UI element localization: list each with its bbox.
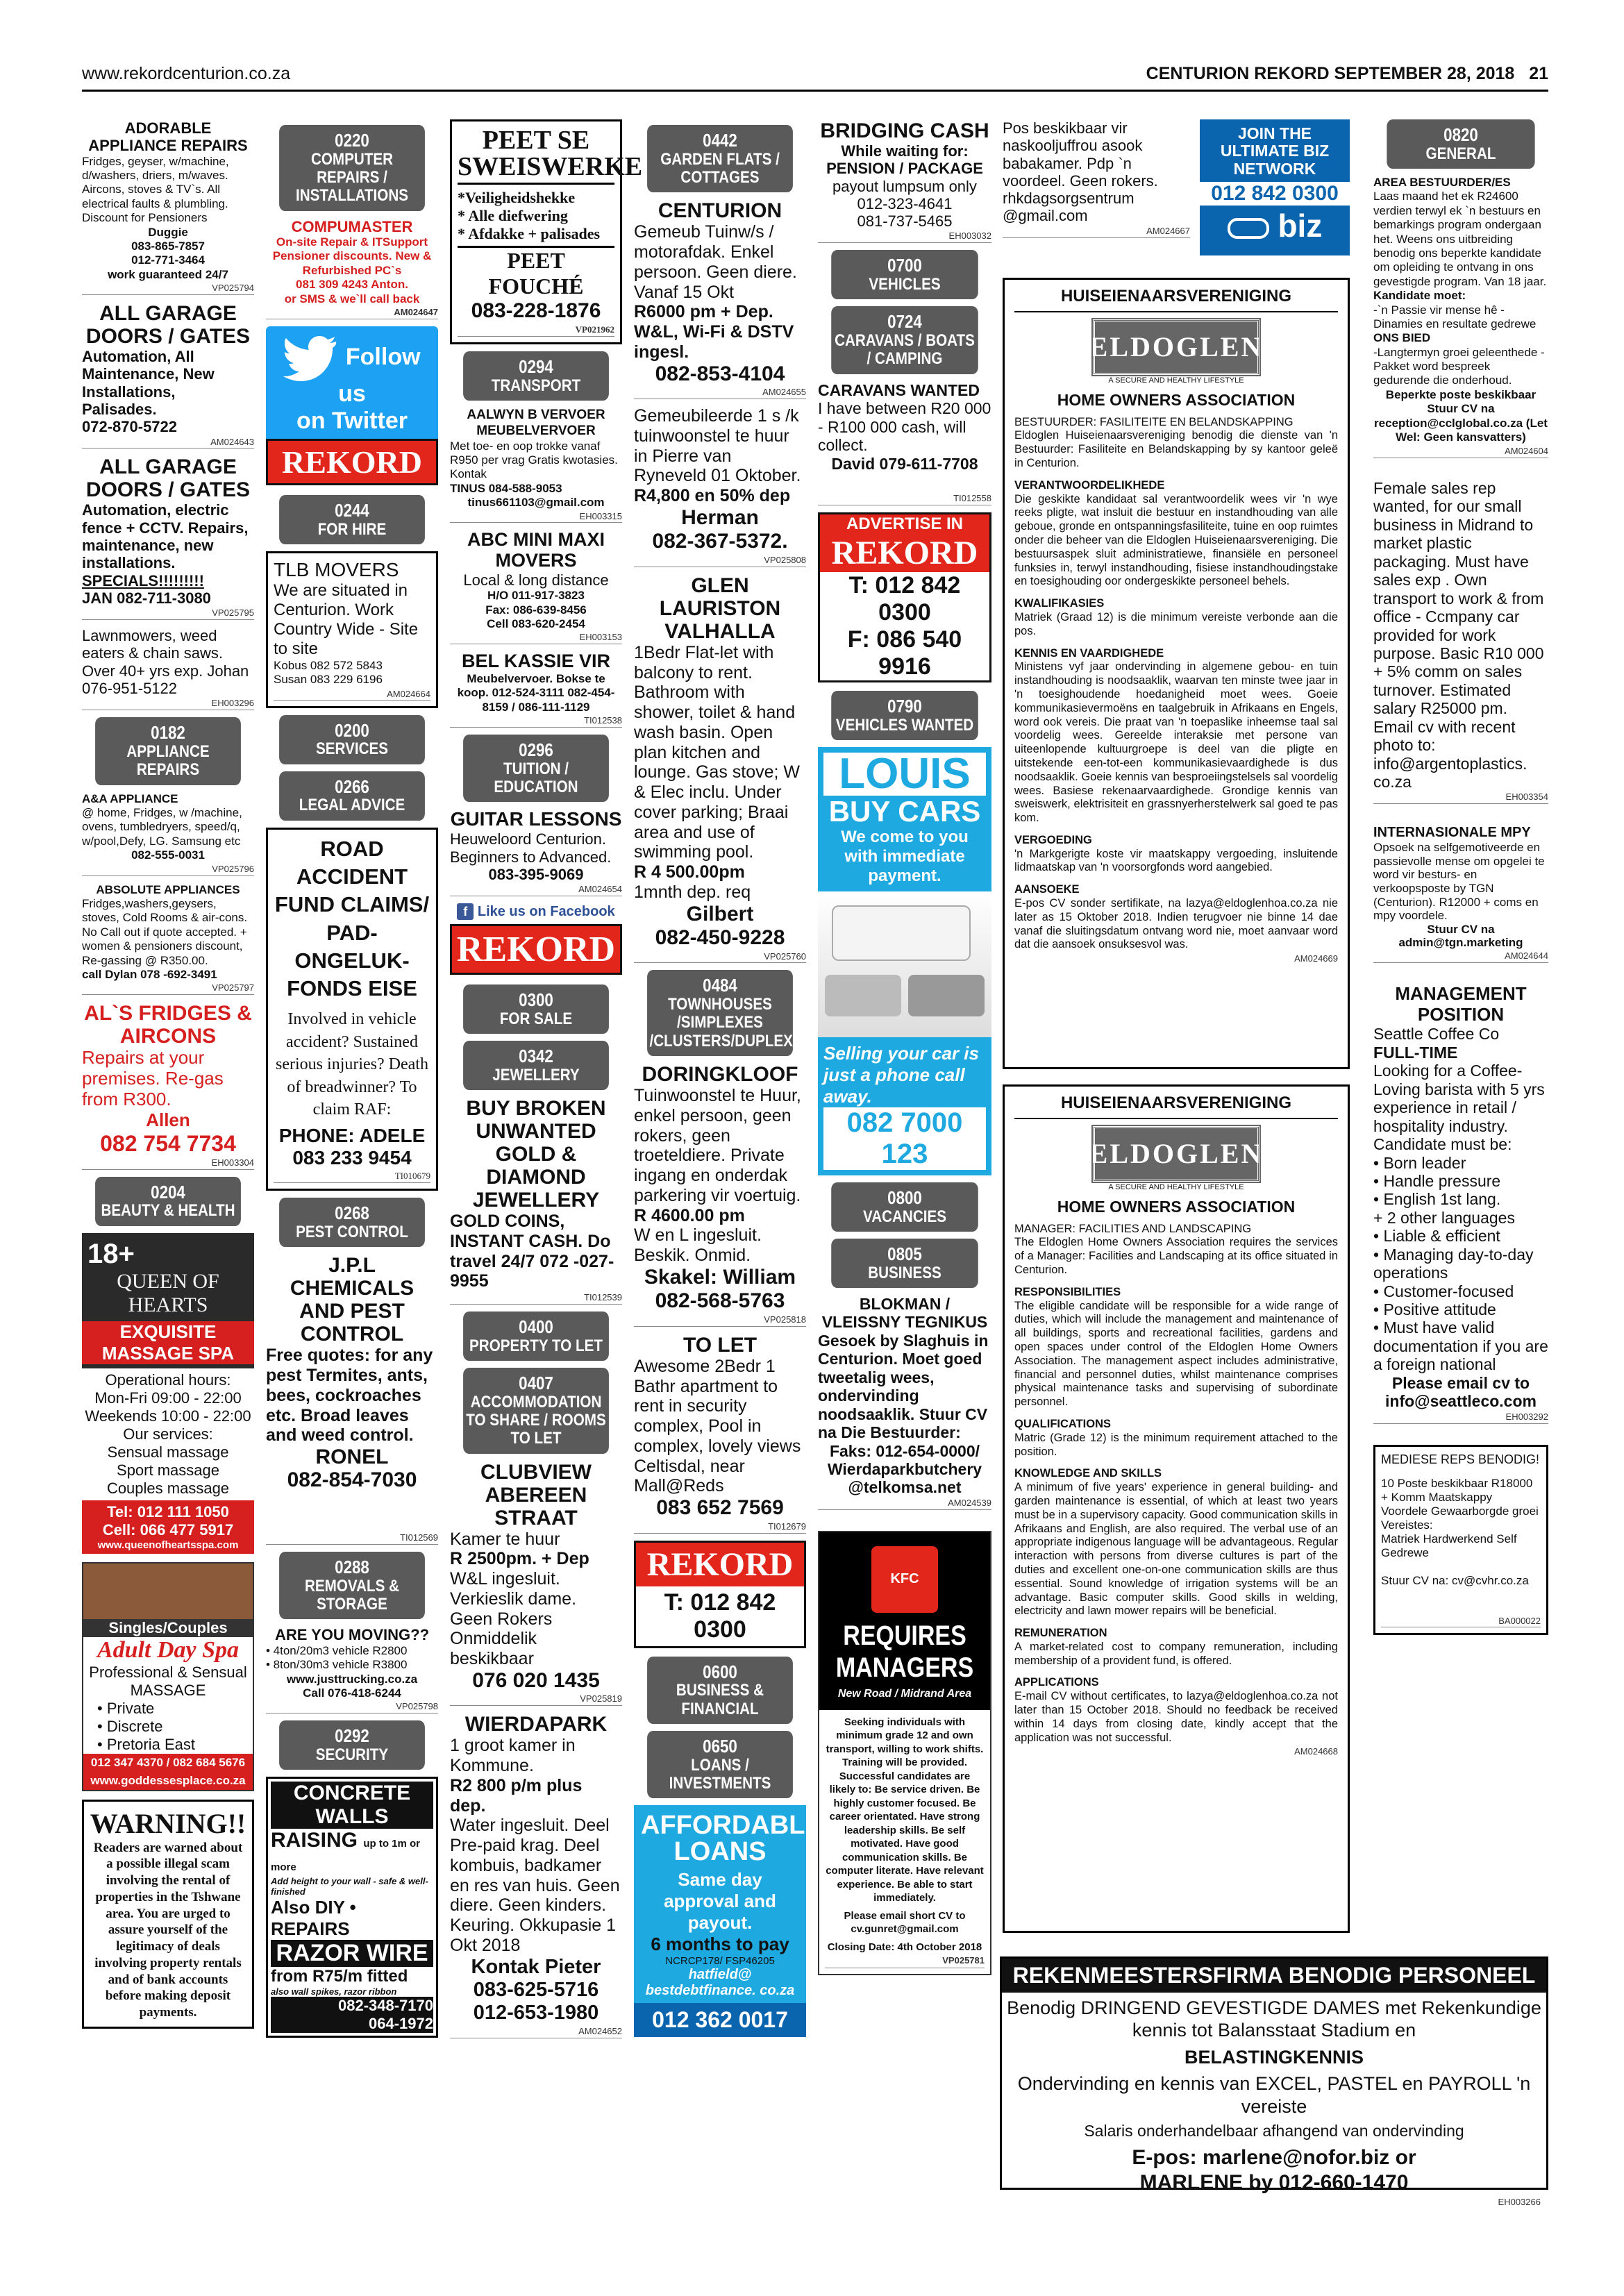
rekord-phone-promo: REKORD T: 012 842 0300: [634, 1541, 806, 1648]
category-heading: 0266 LEGAL ADVICE: [279, 771, 425, 821]
raf-claims-ad: ROAD ACCIDENT FUND CLAIMS/ PAD-ONGELUK-FONDS EISE Involved in vehicle accident? Sustained serious injuries? Death of breadwinner? To claim RAF: PHONE: ADELE 083 233 9454 TI010679: [266, 828, 438, 1191]
category-heading: 0820 GENERAL: [1387, 119, 1534, 169]
column-5: [818, 119, 991, 2223]
category-heading: 0400 PROPERTY TO LET: [463, 1312, 609, 1361]
twitter-bird-icon: [283, 336, 339, 380]
classified-ad: ABSOLUTE APPLIANCES Fridges,washers,geysers, stoves, Cold Rooms & air-cons. No Call out if quote accepted. + women & pensioners discount, Re-gassing @ R350.00. call Dylan 078 -692-3491 VP025797: [82, 883, 254, 996]
classified-ad: TLB MOVERS We are situated in Centurion. Work Country Wide - Site to site Kobus 082 572 5843 Susan 083 229 6196 AM024664: [266, 551, 438, 708]
category-heading: 0200 SERVICES: [279, 715, 425, 764]
classified-ad: COMPUMASTER On-site Repair & ITSupport Pensioner discounts. New & Refurbished PC`s 081 309 4243 Anton. or SMS & we`ll call back AM024647: [266, 218, 438, 319]
classified-ad: BLOKMAN / VLEISSNY TEGNIKUS Gesoek by Slaghuis in Centurion. Moet goed tweetalig wees, ondervinding noodsaaklik. Stuur CV na Die Bestuurder: Faks: 012-654-0000/ Wierdaparkbutchery @telkomsa.net AM024539: [818, 1295, 991, 1510]
category-heading: 0220 COMPUTER REPAIRS / INSTALLATIONS: [279, 125, 425, 211]
rekenmeestersfirma-ad: REKENMEESTERSFIRMA BENODIG PERSONEEL Benodig DRINGEND GEVESTIGDE DAMES met Rekenkundige kennis tot Balansstaat Stadium en BELASTINGKENNIS Ondervinding en kennis van EXCEL, PASTEL en PAYROLL 'n vereiste Salaris onderhandelbaar afhangend van ondervinding E-pos: marlene@nofor.biz or MARLENE by 012-660-1470 EH003266: [1000, 1956, 1548, 2190]
column-3: [450, 119, 643, 2223]
queen-of-hearts-ad: 18+ QUEEN OF HEARTS EXQUISITE MASSAGE SPA Operational hours: Mon-Fri 09:00 - 22:00 Weekends 10:00 - 22:00 Our services: Sensual massage Sport massage Couples massage Tel: 012 111 1050 Cell: 066 477 5917 www.queenofheartsspa.com: [82, 1233, 254, 1554]
category-heading: 0800 VACANCIES: [831, 1182, 978, 1232]
classified-ad: Pos beskikbaar vir naskooljuffrou asook babakamer. Pdp `n voordeel. Geen rokers. rhkdagsorgsentrum @gmail.com AM024667: [1003, 119, 1190, 238]
facebook-promo[interactable]: f Like us on Facebook REKORD: [450, 903, 622, 975]
column-1: [82, 119, 254, 2223]
facebook-icon: f: [457, 903, 474, 920]
classified-ad: AL`S FRIDGES & AIRCONS Repairs at your premises. Re-gas from R300. Allen 082 754 7734 EH003304: [82, 1002, 254, 1169]
page-header: [82, 64, 1548, 92]
category-heading: 0700 VEHICLES: [831, 250, 978, 299]
classified-ad: ARE YOU MOVING?? • 4ton/20m3 vehicle R2800 • 8ton/30m3 vehicle R3800 www.justtrucking.co.za Call 076-418-6244 VP025798: [266, 1626, 438, 1713]
classified-ad: ADORABLE APPLIANCE REPAIRS Fridges, geyser, w/machine, d/washers, driers, m/waves. Aircons, stoves & TV`s. All electrical faults & plumbling. Discount for Pensioners Duggie 083-865-7857 012-771-3464 work guaranteed 24/7 VP025794: [82, 119, 254, 295]
eldoglen-ad-english: HUISEIENAARSVERENIGING ELDOGLEN A SECURE AND HEALTHY LIFESTYLE HOME OWNERS ASSOCIATION MANAGER: FACILITIES AND LANDSCAPING The Eldoglen Home Owners Association requires the services of a Manager: Facilities and Landscaping at its office situated in Centurion. RESPONSIBILITIES The eligible candidate will be responsible for a wide range of duties, which will include the management and maintenance of all buildings, sports and recreational facilities, gardens and open spaces under control of the Eldoglen Home Owners Association. The management aspect includes administrative, financial and personnel duties, whilst maintenance comprises physical maintenance tasks and supervising of subordinate personnel. QUALIFICATIONS Matric (Grade 12) is the minimum requirement attached to the position. KNOWLEDGE AND SKILLS A minimum of five years' experience in general building- and garden maintenance is essential, of which at least two years must be in a supervisory capacity. Good communication skills in Afrikaans and English, are also required. The verbal use of an appropriate indigenous language will be advantageous. Regular interaction with persons from diverse cultures is part of the duties and excellent one-on-one communication skills are thus essential. Sound knowledge of irrigation systems will be an advantage. Basic computer skills. Good skills in welding, electricity and lawn mower repairs will be beneficial. REMUNERATION A market-related cost to company remuneration, including membership of a provident fund, is offered. APPLICATIONS E-mail CV without certificates, to lazya@eldoglenhoa.co.za not later than 15 October 2018. Should no feedback be received within 14 days from closing date, kindly accept that the application was not successful. AM024668: [1003, 1084, 1350, 1933]
classified-ad: WIERDAPARK 1 groot kamer in Kommune. R2 800 p/m plus dep. Water ingesluit. Deel Pre-paid krag. Deel kombuis, badkamer en res van huis. Geen diere. Geen kinders. Keuring. Okkupasie 1 Okt 2018 Kontak Pieter 083-625-5716 012-653-1980 AM024652: [450, 1713, 622, 2038]
handshake-icon: [1228, 218, 1269, 239]
classified-ad: Female sales rep wanted, for our small business in Midrand to market plastic packaging. Must have sales exp . Own transport to work & from office - Ccmpany car provided for work purpose. Basic R10 000 + 5% comm on sales turnover. Estimated salary R25000 pm. Email cv with recent photo to: info@argentoplastics. co.za EH003354: [1373, 479, 1548, 804]
category-heading: 0790 VEHICLES WANTED: [831, 691, 978, 740]
publication-date: CENTURION REKORD SEPTEMBER 28, 2018 21: [1146, 64, 1548, 83]
classified-ad: TO LET Awesome 2Bedr 1 Bathr apartment to rent in security complex, Pool in complex, lovely views Celtisdal, near Mall@Reds 083 652 7569 TI012679: [634, 1334, 806, 1534]
kfc-requires-managers-ad: KFC REQUIRES MANAGERS New Road / Midrand Area Seeking individuals with minimum grade 12 and own transport, willing to work shifts. Training will be provided. Successful candidates are likely to: Be service driven. Be highly customer focused. Be career orientated. Have strong leadership skills. Be self motivated. Have good communication skills. Be computer literate. Have relevant experience. Be able to start immediately. Please email short CV to cv.gunret@gmail.com Closing Date: 4th October 2018 VP025781: [818, 1531, 991, 1975]
category-heading: 0288 REMOVALS & STORAGE: [279, 1552, 425, 1619]
eldoglen-logo: ELDOGLEN: [1093, 319, 1259, 375]
classified-ad: A&A APPLIANCE @ home, Fridges, w /machine, ovens, tumbledryers, speed/q, w/pool,Defy, LG. Samsung etc 082-555-0031 VP025796: [82, 792, 254, 876]
category-heading: 0296 TUITION / EDUCATION: [463, 735, 609, 802]
classified-ad: CLUBVIEW ABEREEN STRAAT Kamer te huur R 2500pm. + Dep W&L ingesluit. Verkieslik dame. Geen Rokers Onmiddelik beskikbaar 076 020 1435 VP025819: [450, 1461, 622, 1707]
category-heading: 0407 ACCOMMODATION TO SHARE / ROOMS TO LET: [463, 1368, 609, 1454]
classified-ad: Gemeubileerde 1 s /k tuinwoonstel te huur in Pierre van Ryneveld 01 Oktober. R4,800 en 50% dep Herman 082-367-5372. VP025808: [634, 406, 806, 567]
classified-ad: ALL GARAGE DOORS / GATES Automation, All Maintenance, New Installations, Palisades. 072-870-5722 AM024643: [82, 302, 254, 449]
column-7: [1373, 119, 1548, 2223]
classified-ad: DORINGKLOOF Tuinwoonstel te Huur, enkel persoon, geen rokers, geen troeteldiere. Private ingang en onderdak parkering vir voertuig. R 4600.00 pm W en L ingesluit. Beskik. Onmid. Skakel: William 082-568-5763 VP025818: [634, 1063, 806, 1327]
classified-ad: AALWYN B VERVOER MEUBELVERVOER Met toe- en oop trokke vanaf R950 per vrag Gratis kwotasies. Kontak TINUS 084-588-9053 tinus661103@gmail.com EH003315: [450, 408, 622, 523]
classified-ad: INTERNASIONALE MPY Opsoek na selfgemotiveerde en passievolle mense om opgelei te word vir besturs- en verkoopsposte by TGN (Centurion). R12000 + coms en mpy voordele. Stuur CV na admin@tgn.marketing AM024644: [1373, 825, 1548, 962]
category-heading: 0294 TRANSPORT: [463, 351, 609, 401]
classified-ad: BUY BROKEN UNWANTED GOLD & DIAMOND JEWELLERY GOLD COINS, INSTANT CASH. Do travel 24/7 072 -027- 9955 TI012539: [450, 1097, 622, 1305]
kfc-logo: KFC: [871, 1546, 938, 1613]
column-2: [266, 119, 438, 2223]
classified-ad: AREA BESTUURDER/ES Laas maand het ek R24600 verdien terwyl ek `n bestuurs en bemarkings program ondergaan het. Weens ons uitbreiding benodig ons beperkte kandidate om opleiding te ontvang in ons gevestigde program. Van 18 jaar. Kandidate moet: -`n Passie vir mense hê -Dinamies en resultate gedrewe ONS BIED -Langtermyn groei geleenthede -Pakket word bespreek gedurende die onderhoud. Beperkte poste beskikbaar Stuur CV na reception@cclglobal.co.za (Let Wel: Geen kansvatters) AM024604: [1373, 176, 1548, 458]
category-heading: 0182 APPLIANCE REPAIRS: [95, 717, 241, 785]
category-heading: 0484 TOWNHOUSES /SIMPLEXES /CLUSTERS/DUPLEXES: [647, 970, 793, 1056]
classified-ad: J.P.L CHEMICALS AND PEST CONTROL Free quotes: for any pest Termites, ants, bees, cockroaches etc. Broad leaves and weed control. RONEL 082-854-7030 TI012569: [266, 1254, 438, 1545]
advertise-promo: ADVERTISE IN REKORD T: 012 842 0300 F: 086 540 9916: [818, 512, 991, 682]
eldoglen-ad-afrikaans: HUISEIENAARSVERENIGING ELDOGLEN A SECURE AND HEALTHY LIFESTYLE HOME OWNERS ASSOCIATION BESTUURDER: FASILITEITE EN BELANDSKAPPING Eldoglen Huiseienaarsvereniging benodig die dienste van 'n Bestuurder: Fasiliteite en Belandskapping by sy kantoor geleë in Centurion. VERANTWOORDELIKHEDE Die geskikte kandidaat sal verantwoordelik wees vir 'n wye reeks pligte, wat insluit die bestuur en instandhouding van alle geboue, gronde en ontspanningsfasiliteite, tuine en oop ruimtes onder die beheer van die Eldoglen Huiseienaarsvereniging. Die bestuursaspek sluit administratiewe, finansiële en personeel funksies in, terwyl instandhouding, fisiese instandhoudingstake en toesighouding oor ondergeskikte personeel behels. KWALIFIKASIES Matriek (Graad 12) is die minimum vereiste verbonde aan die pos. KENNIS EN VAARDIGHEDE Ministens vyf jaar ondervinding in algemene gebou- en tuin instandhouding is noodsaaklik, waarvan ten minste twee jaar in 'n toesighoudende hoedanigheid moet wees. Goeie kommunikasievermoëns en taalgebruik in Afrikaans en Engels, word ook vereis. Die praat van 'n toepaslike inheemse taal sal voordelig wees. Gereelde interaksie met persone van uiteenlopende kultuurgroepe is deel van die pligte en uitstekende een-tot-een kommunikasievaardighede is dus noodsaaklik. Goeie kennis van besproeiingstelsels sal voordelig wees. Basiese rekenaarvaardighede. Grondige kennis van sweiswerk, elektrisiteit en grassnyerherstelwerk sal goed te pas kom. VERGOEDING 'n Markgerigte koste vir maatskappy vergoeding, insluitende lidmaatskap van 'n voorsorgfonds word aangebied. AANSOEKE E-pos CV sonder sertifikate, na lazya@eldoglenhoa.co.za nie later as 15 Oktober 2018. Indien terugvoer nie binne 14 dae vanaf die sluitingsdatum ontvang word nie, moet aanvaar word dat die aansoek onsuksesvol was. AM024669: [1003, 278, 1350, 1069]
classified-ad: MANAGEMENT POSITION Seattle Coffee Co FULL-TIME Looking for a Coffee- Loving barista with 5 yrs experience in retail / hospitality industry. Candidate must be: • Born leader • Handle pressure • English 1st lang. + 2 other languages • Liable & efficient • Managing day-to-day operations • Customer-focused • Positive attitude • Must have valid documentation if you are a foreign national Please email cv to info@seattleco.com EH003292: [1373, 984, 1548, 1424]
category-heading: 0724 CARAVANS / BOATS / CAMPING: [831, 306, 978, 374]
biz-network-promo[interactable]: JOIN THE ULTIMATE BIZ NETWORK 012 842 0300 biz: [1200, 119, 1350, 255]
louis-buy-cars-ad: LOUIS BUY CARS We come to you with immediate payment. Selling your car is just a phone call away. 082 7000 123: [818, 747, 991, 1175]
category-heading: 0268 PEST CONTROL: [279, 1198, 425, 1247]
classified-ad: BRIDGING CASH While waiting for: PENSION / PACKAGE payout lumpsum only 012-323-4641 081-737-5465 EH003032: [818, 119, 991, 243]
warning-notice: WARNING!! Readers are warned about a possible illegal scam involving the rental of properties in the Tshwane area. You are urged to assure yourself of the legitimacy of deals involving property rentals and of bank accounts before making deposit payments.: [82, 1800, 254, 2029]
classified-ad: BEL KASSIE VIR Meubelvervoer. Bokse te koop. 012-524-3111 082-454- 8159 / 086-111-1129 TI012538: [450, 651, 622, 728]
concrete-walls-ad: CONCRETE WALLS RAISING up to 1m or more Add height to your wall - safe & well-finished Also DIY • REPAIRS RAZOR WIRE from R75/m fitted also wall spikes, razor ribbon 082-348-7170 064-1972: [266, 1777, 438, 2038]
classified-ad: ABC MINI MAXI MOVERS Local & long distance H/O 011-917-3823 Fax: 086-639-8456 Cell 083-620-2454 EH003153: [450, 530, 622, 644]
category-heading: 0442 GARDEN FLATS / COTTAGES: [647, 125, 793, 192]
classified-ad: CARAVANS WANTED I have between R20 000 - R100 000 cash, will collect. David 079-611-7708 TI012558: [818, 381, 991, 505]
eldoglen-logo: ELDOGLEN: [1093, 1126, 1259, 1182]
classified-ad: ALL GARAGE DOORS / GATES Automation, electric fence + CCTV. Repairs, maintenance, new installations. SPECIALS!!!!!!!!! JAN 082-711-3080 VP025795: [82, 455, 254, 620]
column-4: [634, 119, 823, 2223]
classified-ad: Lawnmowers, weed eaters & chain saws. Over 40+ yrs exp. Johan 076-951-5122 EH003296: [82, 627, 254, 710]
category-heading: 0300 FOR SALE: [463, 984, 609, 1034]
category-heading: 0600 BUSINESS & FINANCIAL: [647, 1657, 793, 1724]
category-heading: 0204 BEAUTY & HEALTH: [95, 1177, 241, 1226]
classified-ad: GLEN LAURISTON VALHALLA 1Bedr Flat-let with balcony to rent. Bathroom with shower, toilet & hand wash basin. Open plan kitchen and lounge. Gas stove; W & Elec inclu. Under cover parking; Braai area and use of swimming pool. R 4 500.00pm 1mnth dep. req Gilbert 082-450-9228 VP025760: [634, 574, 806, 964]
vehicle-photos: [818, 891, 991, 1037]
site-url[interactable]: www.rekordcenturion.co.za: [82, 64, 291, 83]
affordable-loans-ad: AFFORDABLE LOANS Same day approval and payout. 6 months to pay NCRCP178/ FSP46205 hatfield@ bestdebtfinance. co.za 012 362 0017: [634, 1805, 806, 2037]
mediese-reps-ad: MEDIESE REPS BENODIG! 10 Poste beskikbaar R18000 + Komm Maatskappy Voordele Gewaarborgde groei Vereistes: Matriek Hardwerkend Self Gedrewe Stuur CV na: cv@cvhr.co.za BA000022: [1373, 1445, 1548, 1635]
category-heading: 0342 JEWELLERY: [463, 1041, 609, 1090]
classified-ad: GUITAR LESSONS Heuweloord Centurion. Beginners to Advanced. 083-395-9069 AM024654: [450, 809, 622, 896]
classified-ad: CENTURION Gemeub Tuinw/s / motorafdak. Enkel persoon. Geen diere. Vanaf 15 Okt R6000 pm + Dep. W&L, Wi-Fi & DSTV ingesl. 082-853-4104 AM024655: [634, 199, 806, 399]
twitter-promo[interactable]: Follow us on Twitter REKORD: [266, 326, 438, 485]
category-heading: 0244 FOR HIRE: [279, 495, 425, 544]
adult-day-spa-ad: Singles/Couples Adult Day Spa Professional & Sensual MASSAGE • Private • Discrete • Pretoria East 012 347 4370 / 082 684 5676 www.goddessesplace.co.za: [82, 1562, 254, 1791]
category-heading: 0805 BUSINESS: [831, 1239, 978, 1288]
peet-sweiswerke-ad: PEET SE SWEISWERKE *Veiligheidshekke * Alle diefwering * Afdakke + palisades PEET FOUCHÉ 083-228-1876 VP021962: [450, 119, 622, 344]
category-heading: 0650 LOANS / INVESTMENTS: [647, 1731, 793, 1798]
category-heading: 0292 SECURITY: [279, 1720, 425, 1770]
